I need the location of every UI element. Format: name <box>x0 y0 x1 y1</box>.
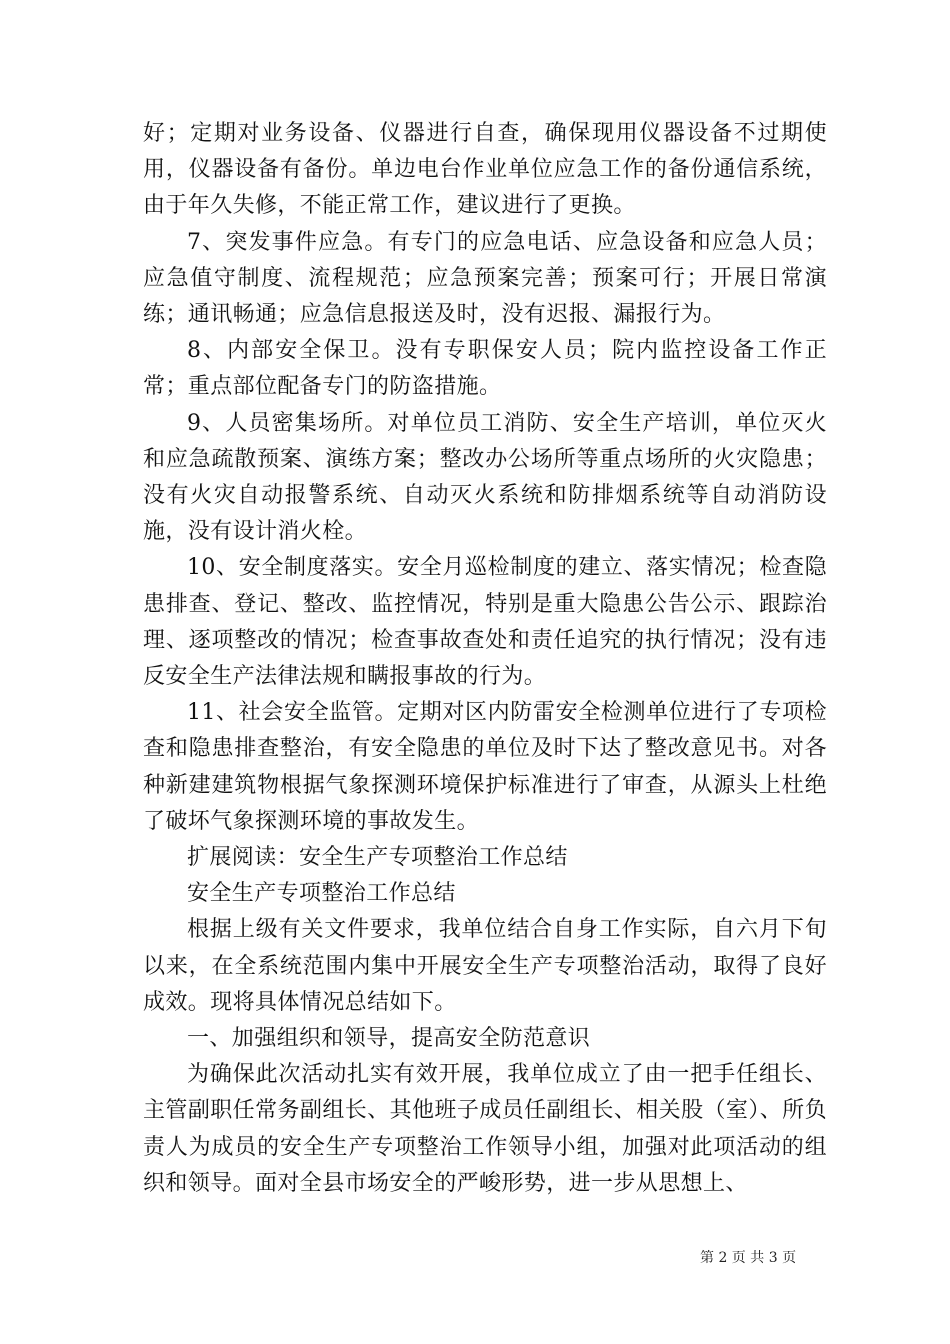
paragraph-item-11: 11、社会安全监管。定期对区内防雷安全检测单位进行了专项检查和隐患排查整治，有安全隐患的单位及时下达了整改意见书。对各种新建建筑物根据气象探测环境保护标准进行了审查，从源头上杜绝了破坏气象探测环境的事故发生。 <box>143 700 827 834</box>
paragraph-intro: 根据上级有关文件要求，我单位结合自身工作实际，自六月下旬以来，在全系统范围内集中开展安全生产专项整治活动，取得了良好成效。现将具体情况总结如下。 <box>143 917 827 1015</box>
extended-reading-line: 扩展阅读：安全生产专项整治工作总结 <box>187 845 568 871</box>
paragraph-item-9: 9、人员密集场所。对单位员工消防、安全生产培训，单位灭火和应急疏散预案、演练方案；整改办公场所等重点场所的火灾隐患；没有火灾自动报警系统、自动灭火系统和防排烟系统等自动消防设施，没有设计消火栓。 <box>143 410 827 545</box>
paragraph-item-10: 10、安全制度落实。安全月巡检制度的建立、落实情况；检查隐患排查、登记、整改、监控情况，特别是重大隐患公告公示、跟踪治理、逐项整改的情况；检查事故查处和责任追究的执行情况；没有违反安全生产法律法规和瞒报事故的行为。 <box>143 555 827 690</box>
paragraph-organization: 为确保此次活动扎实有效开展，我单位成立了由一把手任组长、主管副职任常务副组长、其他班子成员任副组长、相关股（室）、所负责人为成员的安全生产专项整治工作领导小组，加强对此项活动的组织和领导。面对全县市场安全的严峻形势，进一步从思想上、 <box>143 1062 827 1196</box>
page-number-footer: 第 2 页 共 3 页 <box>700 1250 797 1266</box>
paragraph-continued: 好；定期对业务设备、仪器进行自查，确保现用仪器设备不过期使用，仪器设备有备份。单边电台作业单位应急工作的备份通信系统，由于年久失修，不能正常工作，建议进行了更换。 <box>143 121 827 219</box>
section-heading-1: 一、加强组织和领导，提高安全防范意识 <box>187 1026 591 1052</box>
paragraph-item-7: 7、突发事件应急。有专门的应急电话、应急设备和应急人员；应急值守制度、流程规范；应急预案完善；预案可行；开展日常演练；通讯畅通；应急信息报送及时，没有迟报、漏报行为。 <box>143 229 827 328</box>
paragraph-item-8: 8、内部安全保卫。没有专职保安人员；院内监控设备工作正常；重点部位配备专门的防盗措施。 <box>143 338 827 400</box>
section-title: 安全生产专项整治工作总结 <box>187 881 456 907</box>
document-body <box>143 116 827 1202</box>
